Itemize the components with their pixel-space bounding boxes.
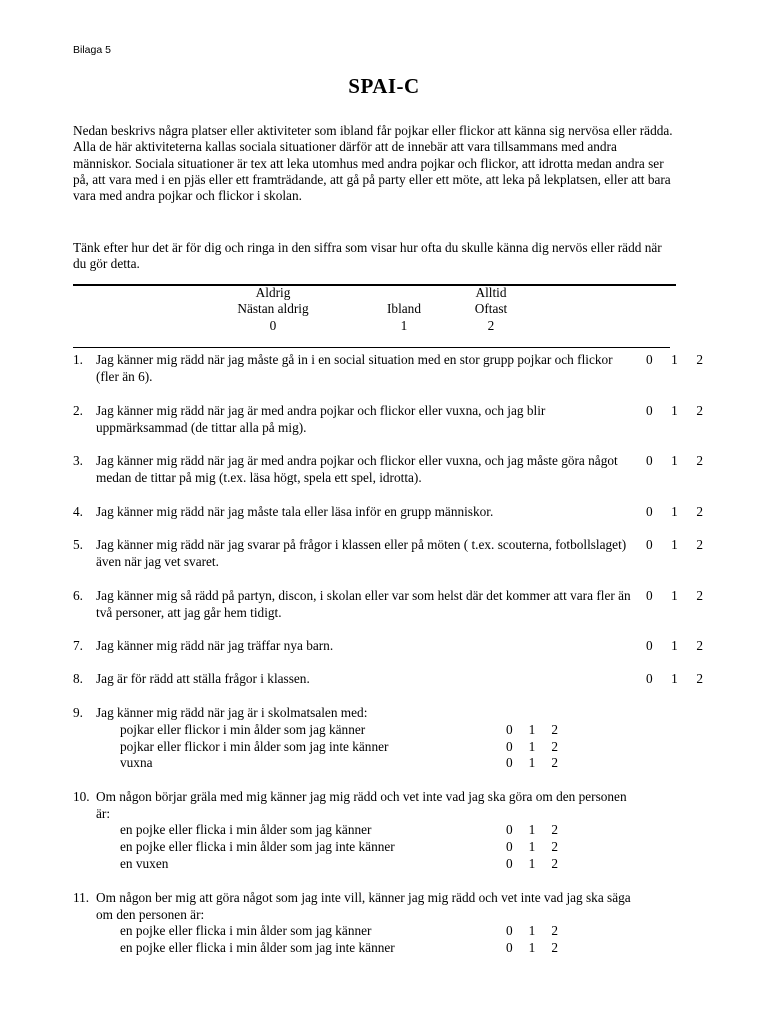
score-options <box>646 504 703 521</box>
scale-value-0: 0 <box>269 317 277 333</box>
scale-value-2: 2 <box>487 317 495 333</box>
score-option-1[interactable]: 1 <box>528 722 536 737</box>
score-option-0[interactable]: 0 <box>506 856 513 871</box>
question-number: 5. <box>73 537 83 552</box>
score-option-1[interactable]: 1 <box>671 671 678 686</box>
sub-item <box>120 940 570 957</box>
sub-item <box>120 755 570 772</box>
question-number: 9. <box>73 705 83 720</box>
scale-value-1: 1 <box>400 317 408 333</box>
score-options <box>506 839 558 856</box>
question-number: 6. <box>73 588 83 603</box>
score-option-0[interactable]: 0 <box>506 739 513 754</box>
score-option-2[interactable]: 2 <box>696 537 703 552</box>
score-option-2[interactable]: 2 <box>696 504 703 519</box>
score-option-2[interactable]: 2 <box>696 638 703 653</box>
scale-label-sometimes: Ibland <box>387 301 421 317</box>
question-text: Jag känner mig rädd när jag är med andra pojkar och flickor eller vuxna, och jag måste göra något medan de tittar på mig (t.ex. läsa högt, spela ett spel, idrotta). <box>96 453 618 485</box>
score-options <box>506 755 558 772</box>
score-option-2[interactable]: 2 <box>551 839 558 854</box>
score-option-1[interactable]: 1 <box>671 352 678 367</box>
score-options <box>506 739 558 756</box>
question-text: Om någon börjar gräla med mig känner jag mig rädd och vet inte vad jag ska göra om den personen är: <box>96 789 627 821</box>
score-options <box>646 537 703 554</box>
score-option-0[interactable]: 0 <box>506 923 513 938</box>
sub-item <box>120 839 570 856</box>
sub-item <box>120 722 570 739</box>
score-options <box>506 923 558 940</box>
scale-label-blank <box>364 285 444 301</box>
score-option-0[interactable]: 0 <box>646 537 653 552</box>
score-option-2[interactable]: 2 <box>696 588 703 603</box>
scale-label-never: Aldrig <box>255 285 291 300</box>
score-option-2[interactable]: 2 <box>551 940 558 955</box>
scale-label-often: Oftast <box>474 301 508 317</box>
score-option-2[interactable]: 2 <box>551 923 558 938</box>
page-title: SPAI-C <box>348 74 420 98</box>
score-option-0[interactable]: 0 <box>506 940 513 955</box>
score-option-0[interactable]: 0 <box>646 588 653 603</box>
question-number: 10. <box>73 789 90 804</box>
question-number: 4. <box>73 504 83 519</box>
score-options <box>646 638 703 655</box>
score-option-0[interactable]: 0 <box>646 671 653 686</box>
score-options <box>506 856 558 873</box>
score-option-1[interactable]: 1 <box>528 940 536 955</box>
question-text: Jag känner mig rädd när jag är i skolmatsalen med: <box>96 705 368 720</box>
score-option-1[interactable]: 1 <box>528 739 536 754</box>
score-option-2[interactable]: 2 <box>551 722 558 737</box>
question-number: 3. <box>73 453 83 468</box>
score-option-1[interactable]: 1 <box>671 638 678 653</box>
score-options <box>646 453 703 470</box>
score-option-2[interactable]: 2 <box>551 739 558 754</box>
score-option-0[interactable]: 0 <box>506 722 513 737</box>
score-option-1[interactable]: 1 <box>671 504 678 519</box>
sub-item-text: en pojke eller flicka i min ålder som jag känner <box>120 822 372 837</box>
score-options <box>646 671 703 688</box>
scale-column-never <box>213 285 333 334</box>
score-option-1[interactable]: 1 <box>671 403 678 418</box>
instruction-paragraph: Tänk efter hur det är för dig och ringa in den siffra som visar hur ofta du skulle känna dig nervös eller rädd när du gör detta. <box>73 240 662 272</box>
question-number: 2. <box>73 403 83 418</box>
score-options <box>646 403 703 420</box>
sub-item <box>120 822 570 839</box>
score-options <box>506 722 558 739</box>
question-text: Jag känner mig rädd när jag är med andra pojkar och flickor eller vuxna, och jag blir uppmärksammad (de tittar alla på mig). <box>96 403 546 435</box>
score-option-2[interactable]: 2 <box>551 755 558 770</box>
sub-item <box>120 856 570 873</box>
score-option-1[interactable]: 1 <box>528 755 536 770</box>
scale-label-almost-never: Nästan aldrig <box>237 301 309 317</box>
question-number: 7. <box>73 638 83 653</box>
sub-item-text: en pojke eller flicka i min ålder som jag känner <box>120 923 372 938</box>
score-option-0[interactable]: 0 <box>646 403 653 418</box>
score-options <box>506 822 558 839</box>
score-option-2[interactable]: 2 <box>696 403 703 418</box>
score-option-2[interactable]: 2 <box>696 453 703 468</box>
header-rule-bottom <box>73 347 670 348</box>
appendix-label: Bilaga 5 <box>73 44 111 56</box>
question-text: Jag är för rädd att ställa frågor i klassen. <box>96 671 310 686</box>
sub-item-text: en pojke eller flicka i min ålder som jag inte känner <box>120 839 395 854</box>
score-option-2[interactable]: 2 <box>696 352 703 367</box>
question-text: Jag känner mig rädd när jag svarar på frågor i klassen eller på möten ( t.ex. scouterna, fotbollslaget) även när jag vet svaret. <box>96 537 627 569</box>
score-option-0[interactable]: 0 <box>646 504 653 519</box>
score-option-1[interactable]: 1 <box>671 588 678 603</box>
score-option-1[interactable]: 1 <box>528 822 536 837</box>
scale-label-always: Alltid <box>475 285 507 300</box>
question-text: Om någon ber mig att göra något som jag inte vill, känner jag mig rädd och vet inte vad jag ska säga om den personen är: <box>96 890 631 922</box>
score-options <box>506 940 558 957</box>
sub-item-text: en pojke eller flicka i min ålder som jag inte känner <box>120 940 395 955</box>
question-text: Jag känner mig rädd när jag måste tala eller läsa inför en grupp människor. <box>96 504 494 519</box>
score-option-0[interactable]: 0 <box>506 822 513 837</box>
intro-paragraph: Nedan beskrivs några platser eller aktiviteter som ibland får pojkar eller flickor att känna sig nervösa eller rädda. Alla de här aktiviteterna kallas sociala situationer därför att de innebär att vara tillsammans med andra människor. Sociala situationer är tex att leka utomhus med andra pojkar och flickor, att idrotta medan andra ser på, att vara med i en pjäs eller ett framträdande, att gå på party eller ett möte, att leka på lekplatsen, eller att bara vara med andra pojkar och flickor i skolan. <box>73 123 673 204</box>
question-number: 1. <box>73 352 83 367</box>
scale-column-sometimes <box>364 285 444 334</box>
question-text: Jag känner mig rädd när jag träffar nya barn. <box>96 638 334 653</box>
question-number: 8. <box>73 671 83 686</box>
score-option-1[interactable]: 1 <box>671 537 678 552</box>
score-option-0[interactable]: 0 <box>646 638 653 653</box>
score-options <box>646 352 703 369</box>
score-option-0[interactable]: 0 <box>646 453 653 468</box>
scale-column-always <box>451 285 531 334</box>
sub-item-text: pojkar eller flickor i min ålder som jag inte känner <box>120 739 389 754</box>
score-option-2[interactable]: 2 <box>551 822 558 837</box>
question-text: Jag känner mig så rädd på partyn, discon, i skolan eller var som helst där det kommer att vara fler än två personer, att jag går hem tidigt. <box>96 588 631 620</box>
score-option-1[interactable]: 1 <box>528 839 536 854</box>
score-option-2[interactable]: 2 <box>696 671 703 686</box>
score-option-1[interactable]: 1 <box>528 856 536 871</box>
score-option-2[interactable]: 2 <box>551 856 558 871</box>
score-option-1[interactable]: 1 <box>671 453 678 468</box>
score-option-1[interactable]: 1 <box>528 923 536 938</box>
score-option-0[interactable]: 0 <box>506 839 513 854</box>
score-option-0[interactable]: 0 <box>646 352 653 367</box>
sub-item <box>120 739 570 756</box>
sub-item <box>120 923 570 940</box>
question-number: 11. <box>73 890 90 905</box>
score-option-0[interactable]: 0 <box>506 755 513 770</box>
sub-item-text: en vuxen <box>120 856 169 871</box>
score-options <box>646 588 703 605</box>
sub-item-text: vuxna <box>120 755 153 770</box>
sub-item-text: pojkar eller flickor i min ålder som jag känner <box>120 722 366 737</box>
question-text: Jag känner mig rädd när jag måste gå in i en social situation med en stor grupp pojkar och flickor (fler än 6). <box>96 352 613 384</box>
